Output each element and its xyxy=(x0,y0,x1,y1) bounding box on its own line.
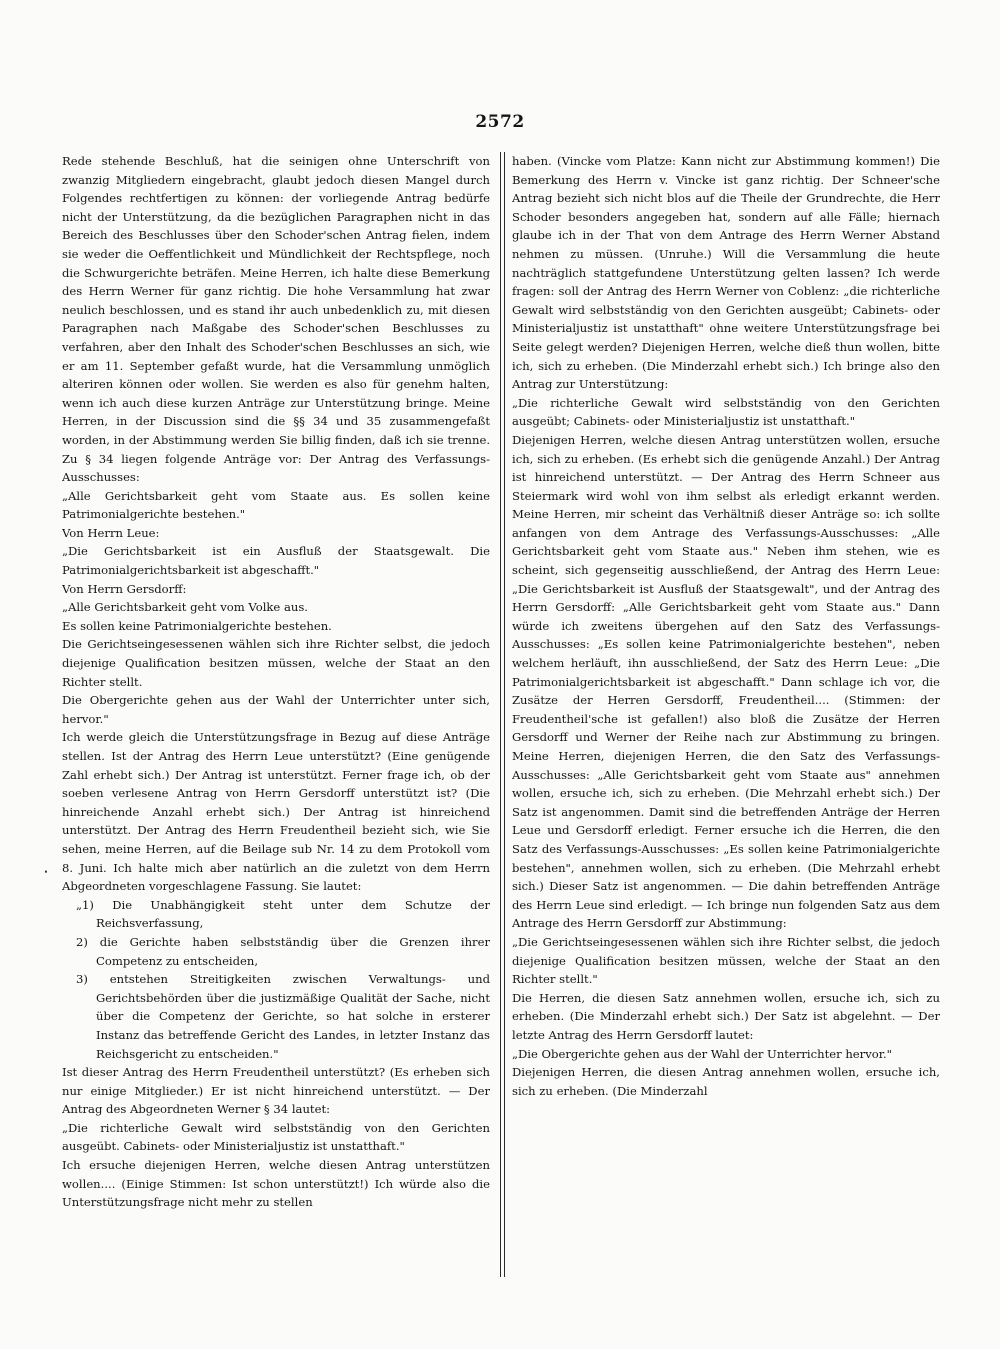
quote-gersdorff-line-1: „Alle Gerichtsbarkeit geht vom Volke aus. xyxy=(62,600,308,615)
paragraph: Ist dieser Antrag des Herrn Freudentheil unterstützt? (Es erheben sich nur einige Mitglieder.) Er ist nicht hinreichend unterstützt. — Der Antrag des Abgeordneten Werner § 34 lautet: xyxy=(62,1065,490,1117)
quote-committee-motion: „Alle Gerichtsbarkeit geht vom Staate aus. Es sollen keine Patrimonialgerichte bestehen." xyxy=(62,488,490,522)
column-divider xyxy=(500,152,501,1277)
quote-higher-courts-motion: „Die Obergerichte gehen aus der Wahl der Unterrichter hervor." xyxy=(512,1046,893,1061)
paragraph: haben. (Vincke vom Platze: Kann nicht zur Abstimmung kommen!) Die Bemerkung des Herrn v. Vincke ist ganz richtig. Der Schneer'sche Antrag bezieht sich nicht blos auf die Theile der Grundrechte, die Herr Schoder besonders angegeben hat, sondern auf alle Fälle; hiernach glaube ich in der That von dem Antrage des Herrn Werner Abstand nehmen zu müssen. (Unruhe.) Will die Versammlung die heute nachträglich stattgefundene Unterstützung gelten lassen? Ich werde fragen: soll der Antrag des Herrn Werner von Coblenz: „die richterliche Gewalt wird selbstständig von den Gerichten ausgeübt; Cabinets- oder Ministerialjustiz ist unstatthaft" ohne weitere Unterstützungsfrage bei Seite gelegt werden? Diejenigen Herren, welche dieß thun wollen, bitte ich, sich zu erheben. (Die Minderzahl erhebt sich.) Ich bringe also den Antrag zur Unterstützung: xyxy=(512,154,940,392)
quote-court-residents-motion: „Die Gerichtseingesessenen wählen sich ihre Richter selbst, die jedoch diejenige Qualification besitzen müssen, welche der Staat an den Richter stellt." xyxy=(512,934,940,987)
heading-gersdorff: Von Herrn Gersdorff: xyxy=(62,581,187,596)
paragraph: Ich ersuche diejenigen Herren, welche diesen Antrag unterstützen wollen.... (Einige Stimmen: Ist schon unterstützt!) Ich würde also die Unterstützungsfrage nicht mehr zu stellen xyxy=(62,1158,490,1210)
margin-mark: ‧ xyxy=(44,865,48,879)
paragraph: Diejenigen Herren, welche diesen Antrag unterstützen wollen, ersuche ich, sich zu erheben. (Es erhebt sich die genügende Anzahl.) Der Antrag ist hinreichend unterstützt. — Der Antrag des Herrn Schneer aus Steiermark wird wohl von ihm selbst als erledigt erkannt werden. Meine Herren, mir scheint das Verhältniß dieser Anträge so: ich sollte anfangen von dem Antrage des Verfassungs-Ausschusses: „Alle Gerichtsbarkeit geht vom Staate aus." Neben ihm stehen, wie es scheint, sich gegenseitig ausschließend, der Antrag des Herrn Leue: „Die Gerichtsbarkeit ist Ausfluß der Staatsgewalt", und der Antrag des Herrn Gersdorff: „Alle Gerichtsbarkeit geht vom Staate aus." Dann würde ich zweitens übergehen auf den Satz des Verfassungs-Ausschusses: „Es sollen keine Patrimonialgerichte bestehen", neben welchem herläuft, ihn ausschließend, der Satz des Herrn Leue: „Die Patrimonialgerichtsbarkeit ist abgeschafft." Dann schlage ich vor, die Zusätze der Herren Gersdorff, Freudentheil.... (Stimmen: der Freudentheil'sche ist gefallen!) also bloß die Zusätze der Herren Gersdorff und Werner der Reihe nach zur Abstimmung zu bringen. Meine Herren, diejenigen Herren, die den Satz des Verfassungs-Ausschusses: „Alle Gerichtsbarkeit geht vom Staate aus" annehmen wollen, ersuche ich, sich zu erheben. (Die Mehrzahl erhebt sich.) Der Satz ist angenommen. Damit sind die betreffenden Anträge der Herren Leue und Gersdorff erledigt. Ferner ersuche ich die Herren, die den Satz des Verfassungs-Ausschusses: „Es sollen keine Patrimonialgerichte bestehen", annehmen wollen, sich zu erheben. (Die Mehrzahl erhebt sich.) Dieser Satz ist angenommen. — Die dahin betreffenden Anträge des Herrn Leue sind erledigt. — Ich bringe nun folgenden Satz aus dem Antrage des Herrn Gersdorff zur Abstimmung: xyxy=(512,432,940,931)
quote-werner-motion: „Die richterliche Gewalt wird selbstständig von den Gerichten ausgeübt. Cabinets- oder Ministerialjustiz ist unstatthaft." xyxy=(62,1120,490,1154)
paragraph: Diejenigen Herren, die diesen Antrag annehmen wollen, ersuche ich, sich zu erheben. (Die Minderzahl xyxy=(512,1065,940,1098)
numbered-item-1: „1) Die Unabhängigkeit steht unter dem Schutze der Reichsverfassung, xyxy=(76,897,490,931)
quote-gersdorff-line-4: Die Obergerichte gehen aus der Wahl der Unterrichter unter sich, hervor." xyxy=(62,693,490,726)
quote-gersdorff-line-3: Die Gerichtseingesessenen wählen sich ihre Richter selbst, die jedoch diejenige Qualification besitzen müssen, welche der Staat an den Richter stellt. xyxy=(62,637,490,689)
paragraph: Ich werde gleich die Unterstützungsfrage in Bezug auf diese Anträge stellen. Ist der Antrag des Herrn Leue unterstützt? (Eine genügende Zahl erhebt sich.) Der Antrag ist unterstützt. Ferner frage ich, ob der soeben verlesene Antrag von Herrn Gersdorff unterstützt ist? (Die hinreichende Anzahl erhebt sich.) Der Antrag ist hinreichend unterstützt. Der Antrag des Herrn Freudentheil bezieht sich, wie Sie sehen, meine Herren, auf die Beilage sub Nr. 14 zu dem Protokoll vom 8. Juni. Ich halte mich aber natürlich an die zuletzt von dem Herrn Abgeordneten vorgeschlagene Fassung. Sie lautet: xyxy=(62,730,490,894)
quote-gersdorff-line-2: Es sollen keine Patrimonialgerichte bestehen. xyxy=(62,618,332,633)
heading-leue: Von Herrn Leue: xyxy=(62,525,160,540)
numbered-item-2: 2) die Gerichte haben selbstständig über die Grenzen ihrer Competenz zu entscheiden, xyxy=(76,934,490,968)
page-number: 2572 xyxy=(475,112,525,132)
quote-judicial-power-motion: „Die richterliche Gewalt wird selbstständig von den Gerichten ausgeübt; Cabinets- oder Ministerialjustiz ist unstatthaft." xyxy=(512,395,940,429)
paragraph: Die Herren, die diesen Satz annehmen wollen, ersuche ich, sich zu erheben. (Die Minderzahl erhebt sich.) Der Satz ist abgelehnt. — Der letzte Antrag des Herrn Gersdorff lautet: xyxy=(512,990,940,1042)
quote-leue-motion: „Die Gerichtsbarkeit ist ein Ausfluß der Staatsgewalt. Die Patrimonialgerichtsbarkeit ist abgeschafft." xyxy=(62,544,490,578)
numbered-item-3: 3) entstehen Streitigkeiten zwischen Verwaltungs- und Gerichtsbehörden über die justizmäßige Qualität der Sache, nicht über die Competenz der Gerichte, so hat solche in ersterer Instanz das betreffende Gericht des Landes, in letzter Instanz das Reichsgericht zu entscheiden." xyxy=(76,972,490,1061)
paragraph: Rede stehende Beschluß, hat die seinigen ohne Unterschrift von zwanzig Mitgliedern eingebracht, glaubt jedoch diesen Mangel durch Folgendes rechtfertigen zu können: der vorliegende Antrag bedürfe nicht der Unterstützung, da die bezüglichen Paragraphen nicht in das Bereich des Beschlusses über den Schoder'schen Antrag fielen, indem sie weder die Oeffentlichkeit und Mündlichkeit der Rechtspflege, noch die Schwurgerichte beträfen. Meine Herren, ich halte diese Bemerkung des Herrn Werner für ganz richtig. Die hohe Versammlung hat zwar neulich beschlossen, und es stand ihr auch unbedenklich zu, mit diesen Paragraphen nach Maßgabe des Schoder'schen Beschlusses zu verfahren, aber den Inhalt des Schoder'schen Beschlusses an sich, wie er am 11. September gefaßt wurde, hat die Versammlung unmöglich alteriren können oder wollen. Sie werden es also für genehm halten, wenn ich auch diese kurzen Anträge zur Unterstützung bringe. Meine Herren, in der Discussion sind die §§ 34 und 35 zusammengefaßt worden, in der Abstimmung werden Sie billig finden, daß ich sie trenne. Zu § 34 liegen folgende Anträge vor: Der Antrag des Verfassungs-Ausschusses: xyxy=(62,154,490,485)
left-column xyxy=(62,152,490,1282)
right-column xyxy=(512,152,940,1282)
